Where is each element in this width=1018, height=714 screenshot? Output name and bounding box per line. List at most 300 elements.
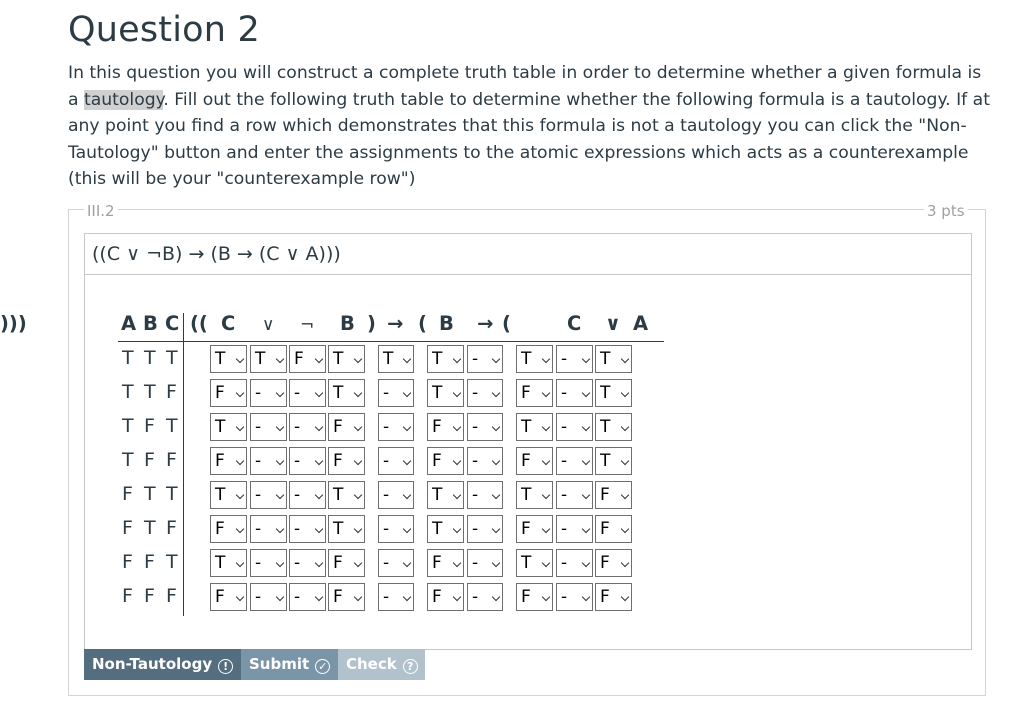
formula-header-token: →	[387, 312, 404, 335]
exclamation-circle-icon: !	[218, 659, 233, 674]
atom-value: T	[122, 415, 134, 437]
selected-value: F	[432, 587, 442, 607]
chevron-down-icon	[276, 457, 284, 465]
chevron-down-icon	[315, 593, 323, 601]
truth-value-select[interactable]	[556, 345, 593, 373]
atom-value: F	[122, 517, 133, 539]
truth-value-select[interactable]	[556, 481, 593, 509]
truth-value-select[interactable]	[210, 413, 247, 441]
selected-value: -	[561, 451, 568, 471]
truth-value-select[interactable]	[210, 345, 247, 373]
header-rule	[118, 341, 664, 342]
selected-value: F	[294, 349, 304, 369]
truth-value-select[interactable]	[467, 379, 503, 407]
atom-value: F	[122, 483, 133, 505]
truth-value-select[interactable]	[427, 345, 464, 373]
truth-value-select[interactable]	[210, 515, 247, 543]
selected-value: -	[561, 383, 568, 403]
truth-value-select[interactable]	[250, 413, 287, 441]
selected-value: F	[521, 383, 531, 403]
chevron-down-icon	[354, 559, 362, 567]
chevron-down-icon	[276, 423, 284, 431]
highlighted-word: tautology	[84, 89, 164, 110]
truth-value-select[interactable]	[328, 583, 365, 611]
selected-value: -	[561, 485, 568, 505]
chevron-down-icon	[403, 389, 411, 397]
selected-value: -	[383, 519, 390, 539]
truth-value-select[interactable]	[427, 447, 464, 475]
chevron-down-icon	[492, 389, 500, 397]
atom-value: F	[122, 585, 133, 607]
submit-button[interactable]	[241, 649, 338, 680]
selected-value: -	[294, 519, 301, 539]
truth-value-select[interactable]	[595, 447, 632, 475]
truth-value-select[interactable]	[250, 379, 287, 407]
selected-value: F	[333, 451, 343, 471]
selected-value: F	[215, 519, 225, 539]
atom-value: T	[144, 381, 156, 403]
chevron-down-icon	[354, 491, 362, 499]
chevron-down-icon	[403, 355, 411, 363]
selected-value: -	[561, 553, 568, 573]
selected-value: -	[561, 587, 568, 607]
check-label: Check	[346, 655, 397, 673]
truth-value-select[interactable]	[467, 549, 503, 577]
selected-value: F	[600, 587, 610, 607]
formula-display: ((C ∨ ¬B) → (B → (C ∨ A)))	[84, 233, 972, 275]
truth-value-select[interactable]	[595, 515, 632, 543]
chevron-down-icon	[276, 559, 284, 567]
selected-value: F	[333, 587, 343, 607]
truth-value-select[interactable]	[250, 583, 287, 611]
selected-value: T	[333, 485, 344, 505]
truth-value-select[interactable]	[427, 583, 464, 611]
chevron-down-icon	[542, 559, 550, 567]
part-label: III.2	[84, 202, 118, 220]
truth-value-select[interactable]	[328, 345, 365, 373]
selected-value: -	[294, 587, 301, 607]
truth-value-select[interactable]	[289, 481, 326, 509]
chevron-down-icon	[453, 593, 461, 601]
selected-value: -	[255, 519, 262, 539]
chevron-down-icon	[315, 389, 323, 397]
chevron-down-icon	[236, 491, 244, 499]
chevron-down-icon	[582, 525, 590, 533]
truth-value-select[interactable]	[289, 379, 326, 407]
truth-value-select[interactable]	[289, 345, 326, 373]
truth-value-select[interactable]	[289, 413, 326, 441]
chevron-down-icon	[403, 559, 411, 567]
truth-value-select[interactable]	[210, 379, 247, 407]
chevron-down-icon	[621, 491, 629, 499]
truth-value-select[interactable]	[516, 481, 553, 509]
selected-value: T	[432, 519, 443, 539]
selected-value: T	[333, 519, 344, 539]
truth-value-select[interactable]	[595, 345, 632, 373]
selected-value: -	[294, 417, 301, 437]
selected-value: T	[432, 349, 443, 369]
chevron-down-icon	[453, 491, 461, 499]
chevron-down-icon	[621, 355, 629, 363]
selected-value: T	[600, 383, 611, 403]
truth-value-select[interactable]	[467, 413, 503, 441]
atom-value: F	[122, 551, 133, 573]
chevron-down-icon	[492, 457, 500, 465]
truth-value-select[interactable]	[556, 413, 593, 441]
selected-value: -	[561, 519, 568, 539]
chevron-down-icon	[582, 491, 590, 499]
truth-value-select[interactable]	[378, 515, 414, 543]
atom-value: T	[144, 517, 156, 539]
atom-value: F	[144, 449, 155, 471]
truth-value-select[interactable]	[516, 549, 553, 577]
selected-value: -	[383, 451, 390, 471]
selected-value: F	[432, 451, 442, 471]
chevron-down-icon	[621, 559, 629, 567]
chevron-down-icon	[492, 525, 500, 533]
truth-value-select[interactable]	[427, 481, 464, 509]
chevron-down-icon	[621, 525, 629, 533]
chevron-down-icon	[542, 491, 550, 499]
selected-value: F	[215, 587, 225, 607]
atom-divider	[183, 313, 184, 616]
selected-value: T	[333, 349, 344, 369]
truth-value-select[interactable]	[378, 379, 414, 407]
question-circle-icon: ?	[403, 659, 418, 674]
selected-value: T	[255, 349, 266, 369]
selected-value: F	[432, 417, 442, 437]
formula-header-token: B	[439, 312, 454, 335]
truth-value-select[interactable]	[328, 413, 365, 441]
selected-value: -	[255, 383, 262, 403]
selected-value: T	[215, 417, 226, 437]
selected-value: F	[521, 519, 531, 539]
chevron-down-icon	[276, 593, 284, 601]
selected-value: -	[472, 485, 479, 505]
truth-value-select[interactable]	[516, 413, 553, 441]
truth-value-select[interactable]	[467, 447, 503, 475]
selected-value: -	[383, 587, 390, 607]
truth-value-select[interactable]	[595, 481, 632, 509]
selected-value: F	[521, 587, 531, 607]
selected-value: T	[383, 349, 394, 369]
selected-value: -	[472, 383, 479, 403]
chevron-down-icon	[542, 423, 550, 431]
chevron-down-icon	[403, 593, 411, 601]
truth-value-select[interactable]	[427, 413, 464, 441]
chevron-down-icon	[276, 491, 284, 499]
chevron-down-icon	[236, 423, 244, 431]
chevron-down-icon	[354, 457, 362, 465]
selected-value: -	[255, 553, 262, 573]
truth-value-select[interactable]	[250, 481, 287, 509]
chevron-down-icon	[354, 423, 362, 431]
selected-value: -	[294, 451, 301, 471]
formula-header-token: ∨	[262, 315, 275, 335]
formula-header-token: C	[567, 312, 582, 335]
chevron-down-icon	[453, 389, 461, 397]
formula-header-token: (	[502, 312, 511, 335]
chevron-down-icon	[236, 389, 244, 397]
check-circle-icon: ✓	[315, 659, 330, 674]
atom-value: F	[144, 551, 155, 573]
selected-value: -	[383, 383, 390, 403]
chevron-down-icon	[542, 457, 550, 465]
atom-value: T	[166, 415, 178, 437]
chevron-down-icon	[582, 423, 590, 431]
atom-header: C	[165, 312, 180, 335]
truth-value-select[interactable]	[556, 379, 593, 407]
truth-value-select[interactable]	[595, 583, 632, 611]
selected-value: T	[215, 349, 226, 369]
selected-value: F	[333, 417, 343, 437]
selected-value: -	[561, 349, 568, 369]
chevron-down-icon	[354, 593, 362, 601]
truth-value-select[interactable]	[289, 583, 326, 611]
truth-value-select[interactable]	[378, 583, 414, 611]
truth-value-select[interactable]	[427, 549, 464, 577]
selected-value: -	[561, 417, 568, 437]
selected-value: T	[432, 485, 443, 505]
truth-value-select[interactable]	[427, 515, 464, 543]
chevron-down-icon	[621, 457, 629, 465]
truth-value-select[interactable]	[250, 515, 287, 543]
selected-value: T	[333, 383, 344, 403]
formula-header-token: ∨	[605, 312, 621, 335]
selected-value: T	[600, 417, 611, 437]
chevron-down-icon	[492, 355, 500, 363]
chevron-down-icon	[315, 491, 323, 499]
chevron-down-icon	[354, 525, 362, 533]
truth-value-select[interactable]	[378, 481, 414, 509]
chevron-down-icon	[403, 525, 411, 533]
truth-value-select[interactable]	[378, 549, 414, 577]
chevron-down-icon	[276, 389, 284, 397]
chevron-down-icon	[354, 389, 362, 397]
chevron-down-icon	[403, 423, 411, 431]
chevron-down-icon	[236, 457, 244, 465]
chevron-down-icon	[582, 559, 590, 567]
truth-value-select[interactable]	[467, 481, 503, 509]
question-text-after: . Fill out the following truth table to determine whether the following formula is a tautology. If at any point you find a row which demonstrates that this formula is not a tautology you can click the "Non-Tautology" button and enter the assignments to the atomic expressions which acts as a counterexample (this will be your "counterexample row")	[68, 89, 990, 189]
selected-value: T	[521, 553, 532, 573]
selected-value: F	[600, 553, 610, 573]
selected-value: -	[472, 587, 479, 607]
atom-value: T	[122, 449, 134, 471]
chevron-down-icon	[236, 593, 244, 601]
chevron-down-icon	[315, 525, 323, 533]
truth-value-select[interactable]	[210, 583, 247, 611]
truth-value-select[interactable]	[328, 515, 365, 543]
selected-value: T	[521, 349, 532, 369]
selected-value: -	[472, 519, 479, 539]
atom-value: T	[122, 381, 134, 403]
selected-value: T	[432, 383, 443, 403]
truth-value-select[interactable]	[328, 549, 365, 577]
atom-value: F	[166, 585, 177, 607]
truth-value-select[interactable]	[250, 447, 287, 475]
atom-value: T	[166, 347, 178, 369]
selected-value: F	[333, 553, 343, 573]
formula-header-token: →	[477, 312, 494, 335]
chevron-down-icon	[236, 559, 244, 567]
chevron-down-icon	[621, 389, 629, 397]
selected-value: T	[521, 417, 532, 437]
truth-value-select[interactable]	[328, 481, 365, 509]
chevron-down-icon	[236, 355, 244, 363]
selected-value: -	[255, 485, 262, 505]
check-button[interactable]	[338, 649, 425, 680]
atom-value: F	[144, 415, 155, 437]
chevron-down-icon	[453, 423, 461, 431]
chevron-down-icon	[315, 559, 323, 567]
truth-value-select[interactable]	[210, 481, 247, 509]
atom-value: T	[166, 483, 178, 505]
selected-value: -	[255, 451, 262, 471]
selected-value: T	[600, 451, 611, 471]
selected-value: -	[255, 587, 262, 607]
chevron-down-icon	[453, 457, 461, 465]
selected-value: F	[215, 383, 225, 403]
selected-value: F	[432, 553, 442, 573]
truth-value-select[interactable]	[595, 413, 632, 441]
selected-value: -	[294, 383, 301, 403]
truth-value-select[interactable]	[289, 549, 326, 577]
truth-value-select[interactable]	[595, 379, 632, 407]
selected-value: -	[294, 553, 301, 573]
truth-value-select[interactable]	[467, 515, 503, 543]
chevron-down-icon	[403, 457, 411, 465]
selected-value: T	[215, 553, 226, 573]
chevron-down-icon	[453, 525, 461, 533]
selected-value: F	[600, 519, 610, 539]
chevron-down-icon	[315, 355, 323, 363]
non-tautology-button[interactable]	[84, 649, 241, 680]
selected-value: F	[600, 485, 610, 505]
atom-value: F	[166, 517, 177, 539]
chevron-down-icon	[582, 457, 590, 465]
truth-value-select[interactable]	[289, 515, 326, 543]
chevron-down-icon	[492, 423, 500, 431]
chevron-down-icon	[453, 559, 461, 567]
question-title: Question 2	[68, 10, 260, 50]
chevron-down-icon	[542, 525, 550, 533]
chevron-down-icon	[621, 423, 629, 431]
selected-value: T	[600, 349, 611, 369]
formula-header-token: B	[340, 312, 355, 335]
selected-value: T	[521, 485, 532, 505]
truth-value-select[interactable]	[516, 447, 553, 475]
non-tautology-label: Non-Tautology	[92, 655, 213, 673]
chevron-down-icon	[315, 423, 323, 431]
selected-value: T	[215, 485, 226, 505]
chevron-down-icon	[315, 457, 323, 465]
selected-value: -	[294, 485, 301, 505]
chevron-down-icon	[492, 593, 500, 601]
chevron-down-icon	[582, 355, 590, 363]
selected-value: -	[472, 417, 479, 437]
selected-value: -	[472, 451, 479, 471]
atom-header: B	[143, 312, 158, 335]
chevron-down-icon	[403, 491, 411, 499]
selected-value: -	[383, 485, 390, 505]
truth-value-select[interactable]	[328, 379, 365, 407]
formula-header-token: A	[633, 312, 649, 335]
atom-value: T	[144, 483, 156, 505]
truth-value-select[interactable]	[378, 447, 414, 475]
selected-value: F	[215, 451, 225, 471]
truth-value-select[interactable]	[210, 549, 247, 577]
chevron-down-icon	[492, 559, 500, 567]
chevron-down-icon	[621, 593, 629, 601]
question-text-before: In this question you will construct a complete truth table in order to determine whether a given formula is a	[68, 63, 982, 110]
selected-value: F	[521, 451, 531, 471]
chevron-down-icon	[582, 389, 590, 397]
points-label: 3 pts	[924, 202, 968, 220]
formula-header-token: ¬	[300, 315, 315, 335]
truth-value-select[interactable]	[289, 447, 326, 475]
truth-value-select[interactable]	[556, 549, 593, 577]
question-text	[68, 60, 990, 193]
truth-value-select[interactable]	[427, 379, 464, 407]
atom-value: T	[144, 347, 156, 369]
formula-header-token: (	[418, 312, 427, 335]
truth-value-select[interactable]	[250, 345, 287, 373]
atom-value: F	[166, 449, 177, 471]
truth-value-select[interactable]	[595, 549, 632, 577]
chevron-down-icon	[492, 491, 500, 499]
truth-value-select[interactable]	[328, 447, 365, 475]
truth-value-select[interactable]	[516, 345, 553, 373]
chevron-down-icon	[276, 525, 284, 533]
formula-header-token: )	[367, 312, 376, 335]
truth-value-select[interactable]	[210, 447, 247, 475]
selected-value: -	[472, 553, 479, 573]
truth-value-select[interactable]	[378, 413, 414, 441]
selected-value: -	[383, 553, 390, 573]
formula-header-token: C	[221, 312, 236, 335]
submit-label: Submit	[249, 655, 310, 673]
truth-value-select[interactable]	[556, 515, 593, 543]
truth-value-select[interactable]	[378, 345, 414, 373]
truth-value-select[interactable]	[556, 447, 593, 475]
chevron-down-icon	[582, 593, 590, 601]
chevron-down-icon	[453, 355, 461, 363]
atom-value: T	[166, 551, 178, 573]
truth-value-select[interactable]	[467, 345, 503, 373]
truth-value-select[interactable]	[516, 379, 553, 407]
chevron-down-icon	[236, 525, 244, 533]
truth-value-select[interactable]	[467, 583, 503, 611]
chevron-down-icon	[276, 355, 284, 363]
chevron-down-icon	[542, 355, 550, 363]
truth-value-select[interactable]	[250, 549, 287, 577]
truth-value-select[interactable]	[556, 583, 593, 611]
formula-header-token: ((	[190, 312, 208, 335]
selected-value: -	[472, 349, 479, 369]
atom-value: F	[166, 381, 177, 403]
truth-value-select[interactable]	[516, 515, 553, 543]
atom-header: A	[121, 312, 137, 335]
formula-header-token: )))	[0, 312, 27, 335]
atom-value: F	[144, 585, 155, 607]
chevron-down-icon	[354, 355, 362, 363]
chevron-down-icon	[542, 593, 550, 601]
truth-value-select[interactable]	[516, 583, 553, 611]
selected-value: -	[383, 417, 390, 437]
chevron-down-icon	[542, 389, 550, 397]
atom-value: T	[122, 347, 134, 369]
